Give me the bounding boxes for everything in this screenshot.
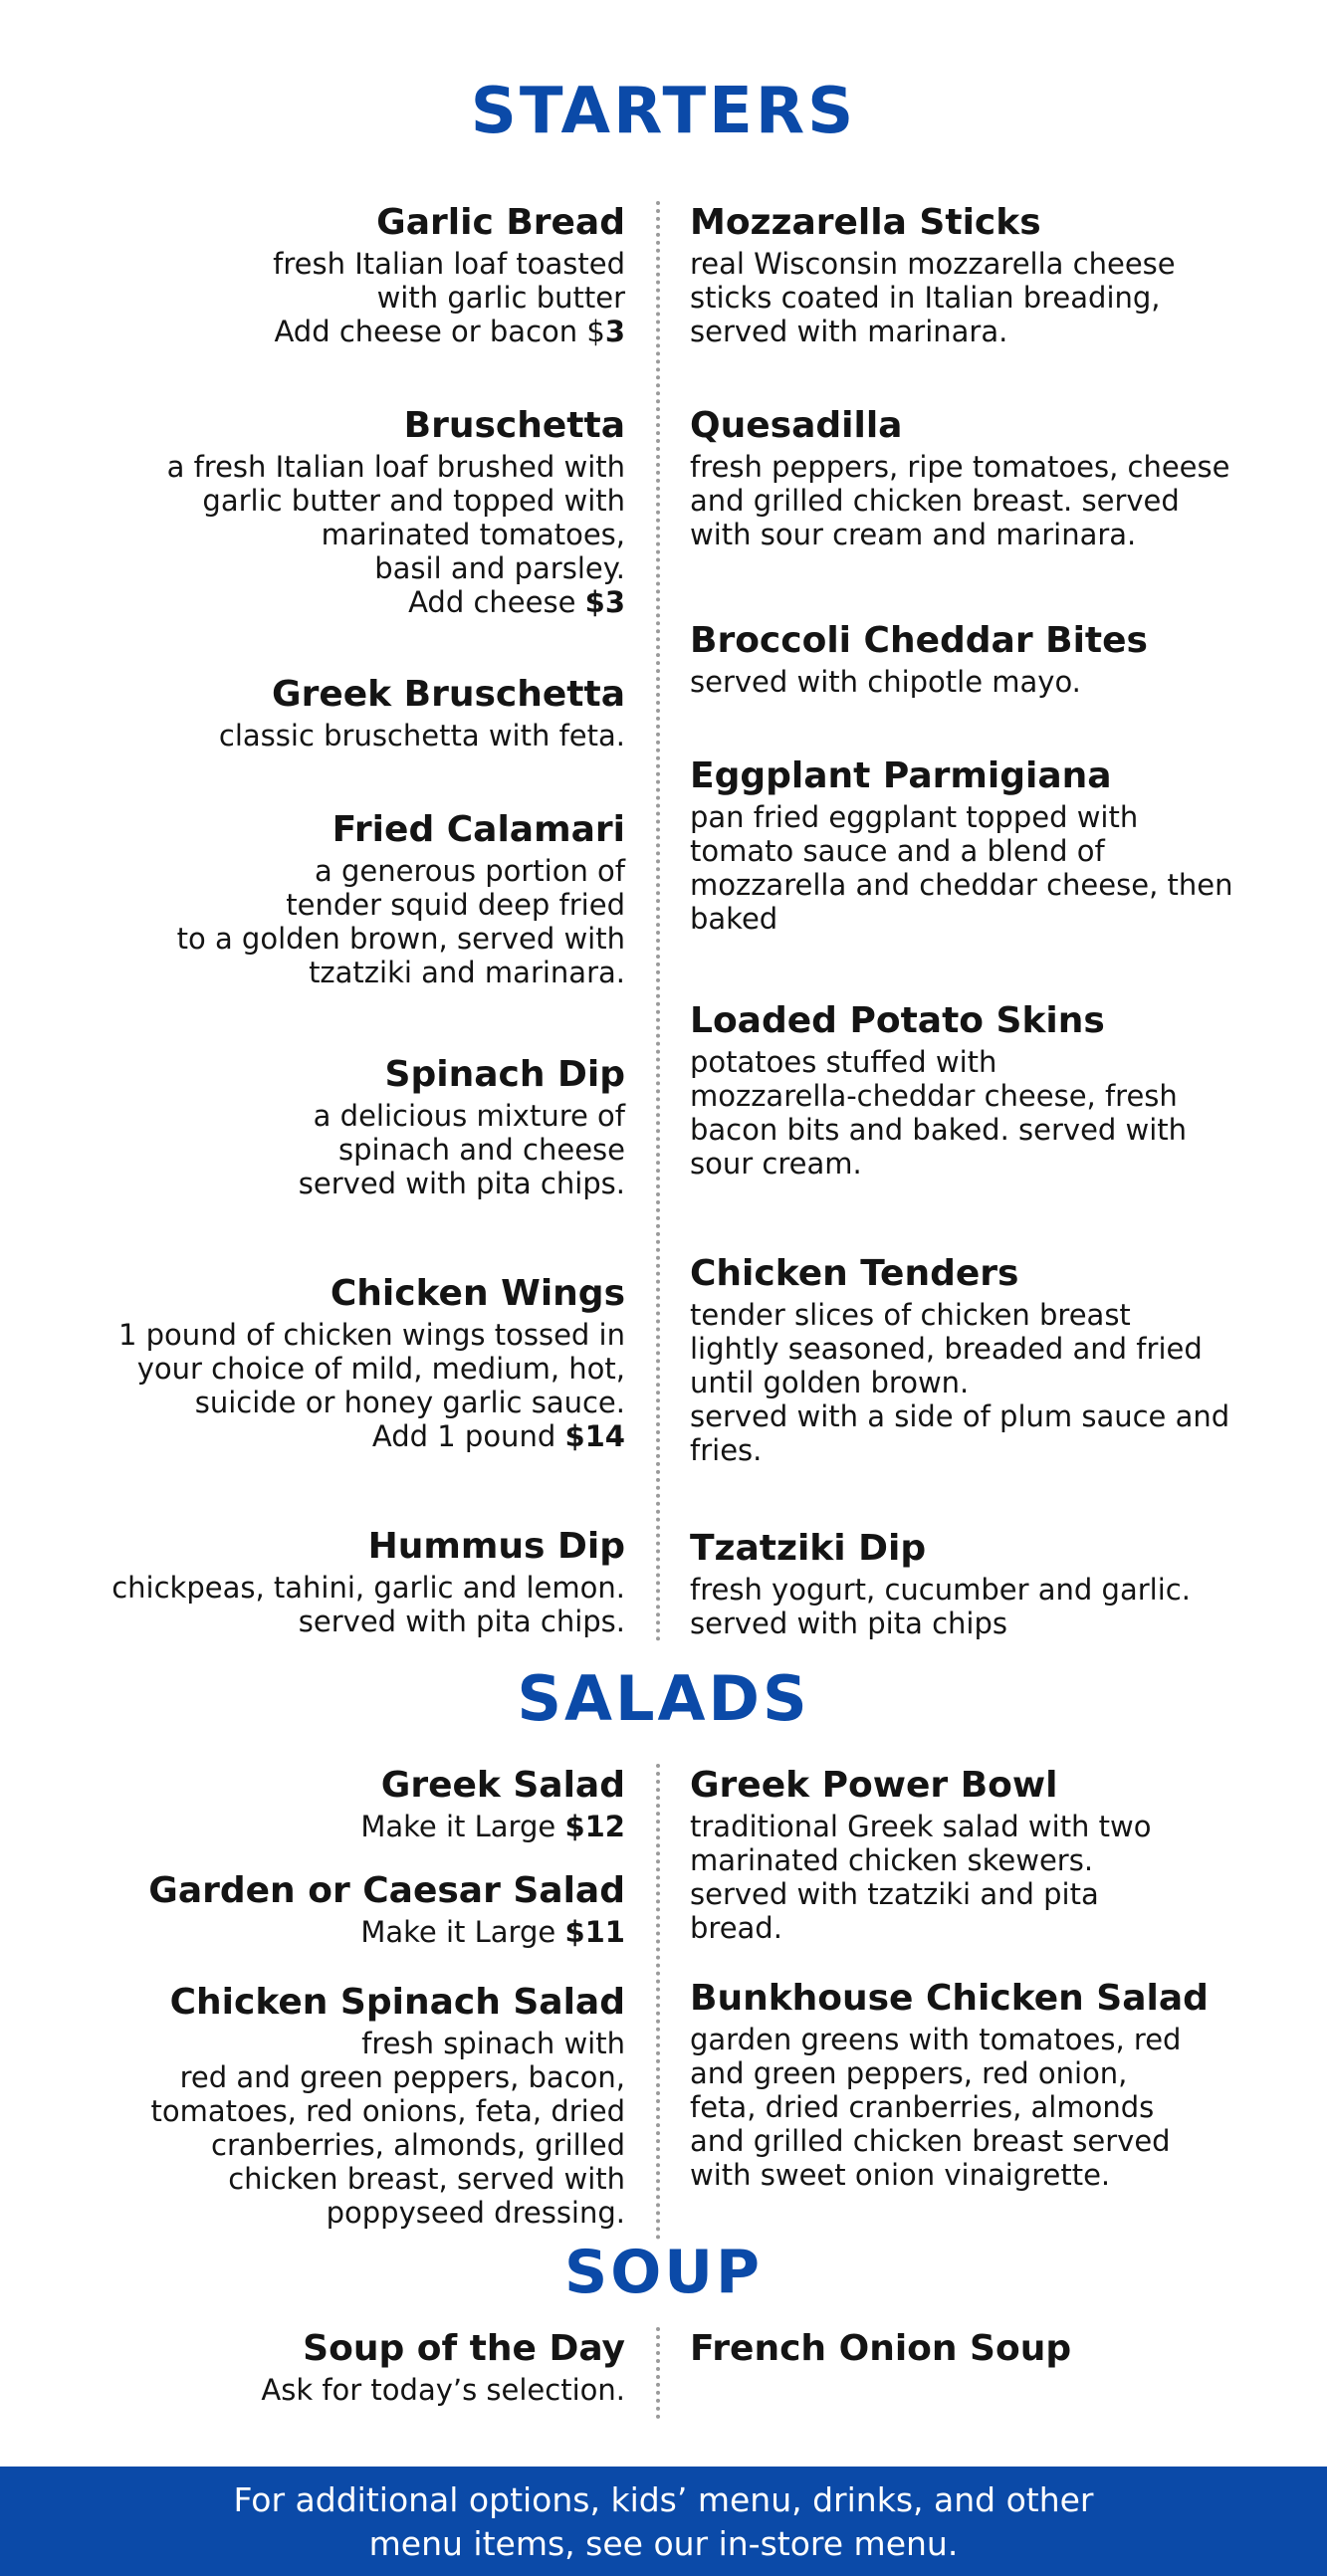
menu-item: [8, 2327, 625, 2407]
menu-item-description: red and green peppers, bacon,: [179, 2060, 625, 2094]
menu-item-description: with sour cream and marinara.: [690, 518, 1137, 551]
menu-item-addon-text: Make it Large: [360, 1915, 556, 1949]
footer-banner: [0, 2467, 1327, 2576]
menu-item-description: served with pita chips: [690, 1607, 1007, 1640]
column-divider-soup: [656, 2327, 660, 2419]
menu-item-addon-text: Add 1 pound: [371, 1419, 556, 1453]
menu-item-description: a generous portion of: [315, 854, 625, 888]
menu-item-addon: [8, 585, 625, 619]
column-divider-starters: [656, 201, 660, 1642]
menu-item: [690, 1977, 1307, 2192]
menu-item-description: garden greens with tomatoes, red: [690, 2023, 1182, 2056]
menu-item-description: traditional Greek salad with two: [690, 1810, 1152, 1843]
menu-item-name: Loaded Potato Skins: [690, 1000, 1105, 1041]
menu-item-description: served with pita chips.: [298, 1605, 625, 1638]
menu-item-description: tomatoes, red onions, feta, dried: [150, 2094, 625, 2128]
menu-item: [690, 619, 1307, 699]
menu-item-description: baked: [690, 902, 778, 936]
menu-item-description: feta, dried cranberries, almonds: [690, 2090, 1155, 2124]
menu-item: [8, 1272, 625, 1453]
menu-item-name: Greek Salad: [380, 1765, 625, 1806]
section-title-starters: STARTERS: [470, 75, 857, 148]
menu-item-description: tender slices of chicken breast: [690, 1298, 1131, 1332]
menu-item: [690, 754, 1307, 936]
menu-item-description: poppyseed dressing.: [326, 2196, 625, 2230]
menu-item-description: until golden brown.: [690, 1366, 970, 1399]
menu-item-description: a fresh Italian loaf brushed with: [166, 450, 625, 484]
menu-item-description: and grilled chicken breast. served: [690, 484, 1180, 518]
menu-item-description: sticks coated in Italian breading,: [690, 281, 1161, 315]
menu-item-addon: [8, 1419, 625, 1453]
menu-item-description: garlic butter and topped with: [202, 484, 625, 518]
menu-item-description: served with a side of plum sauce and: [690, 1399, 1230, 1433]
menu-item-description: basil and parsley.: [374, 551, 625, 585]
menu-item-description: classic bruschetta with feta.: [218, 719, 625, 752]
menu-item: [690, 201, 1307, 348]
menu-item-description: a delicious mixture of: [313, 1099, 625, 1133]
menu-item-name: French Onion Soup: [690, 2328, 1072, 2369]
menu-item: [8, 673, 625, 752]
footer-line-2: menu items, see our in-store menu.: [368, 2524, 959, 2563]
menu-item-name: Garlic Bread: [376, 202, 625, 243]
menu-item-description: fresh yogurt, cucumber and garlic.: [690, 1573, 1191, 1607]
menu-item-price: $3: [584, 585, 625, 619]
menu-item-description: served with chipotle mayo.: [690, 665, 1081, 699]
menu-item-name: Soup of the Day: [303, 2328, 625, 2369]
menu-item: [8, 1869, 625, 1949]
menu-item-description: cranberries, almonds, grilled: [211, 2128, 625, 2162]
menu-item-name: Hummus Dip: [367, 1526, 625, 1567]
menu-item: [8, 201, 625, 348]
menu-item: [8, 1981, 625, 2230]
menu-item-name: Tzatziki Dip: [690, 1528, 927, 1569]
menu-item-description: tzatziki and marinara.: [309, 956, 625, 989]
column-divider-salads: [656, 1764, 660, 2240]
menu-item-description: tomato sauce and a blend of: [690, 834, 1105, 868]
menu-item-name: Bunkhouse Chicken Salad: [690, 1978, 1209, 2019]
menu-item-price: $14: [564, 1419, 625, 1453]
menu-item-description: sour cream.: [690, 1147, 862, 1181]
menu-item-description: pan fried eggplant topped with: [690, 800, 1139, 834]
section-title-soup: SOUP: [564, 2238, 763, 2307]
menu-item-description: bread.: [690, 1911, 782, 1945]
menu-item-description: potatoes stuffed with: [690, 1045, 997, 1079]
menu-item-description: chicken breast, served with: [228, 2162, 625, 2196]
menu-item-description: 1 pound of chicken wings tossed in: [117, 1318, 625, 1352]
menu-item-description: with garlic butter: [376, 281, 625, 315]
menu-item-addon-text: Add cheese or bacon $: [274, 315, 605, 348]
menu-item: [690, 999, 1307, 1181]
menu-item-description: and grilled chicken breast served: [690, 2124, 1171, 2158]
menu-item-name: Chicken Tenders: [690, 1253, 1019, 1294]
menu-item-description: to a golden brown, served with: [176, 922, 625, 956]
menu-item-description: mozzarella and cheddar cheese, then: [690, 868, 1233, 902]
menu-item-description: Ask for today’s selection.: [261, 2373, 625, 2407]
menu-item: [8, 1053, 625, 1200]
menu-item-description: and green peppers, red onion,: [690, 2056, 1128, 2090]
menu-item-description: chickpeas, tahini, garlic and lemon.: [111, 1571, 625, 1605]
menu-item: [8, 1525, 625, 1638]
menu-item-price: 3: [604, 315, 625, 348]
menu-item-description: spinach and cheese: [337, 1133, 625, 1167]
menu-item: [690, 1252, 1307, 1467]
menu-item-name: Garden or Caesar Salad: [148, 1870, 625, 1911]
menu-item-price: $11: [564, 1915, 625, 1949]
menu-item-description: marinated tomatoes,: [321, 518, 625, 551]
menu-item: [8, 1764, 625, 1843]
menu-item: [690, 1527, 1307, 1640]
menu-item-name: Chicken Spinach Salad: [169, 1982, 625, 2023]
menu-item-description: served with tzatziki and pita: [690, 1877, 1099, 1911]
menu-item-name: Bruschetta: [403, 405, 625, 446]
menu-item-description: fries.: [690, 1433, 763, 1467]
menu-item: [690, 404, 1307, 551]
menu-item-addon: [8, 1915, 625, 1949]
menu-item-description: with sweet onion vinaigrette.: [690, 2158, 1111, 2192]
menu-item: [690, 2327, 1307, 2373]
menu-item-name: Eggplant Parmigiana: [690, 755, 1112, 796]
menu-item-description: fresh peppers, ripe tomatoes, cheese: [690, 450, 1230, 484]
menu-item-description: lightly seasoned, breaded and fried: [690, 1332, 1203, 1366]
menu-item: [8, 404, 625, 619]
menu-item-description: bacon bits and baked. served with: [690, 1113, 1188, 1147]
menu-item: [8, 808, 625, 989]
menu-item-addon-text: Make it Large: [360, 1810, 556, 1843]
menu-item-name: Chicken Wings: [330, 1273, 625, 1314]
menu-item-description: served with marinara.: [690, 315, 1008, 348]
menu-item-description: fresh spinach with: [361, 2027, 625, 2060]
menu-item-name: Spinach Dip: [384, 1054, 625, 1095]
menu-item: [690, 1764, 1307, 1945]
menu-item-name: Broccoli Cheddar Bites: [690, 620, 1148, 661]
menu-item-addon: [8, 1810, 625, 1843]
menu-item-name: Greek Bruschetta: [272, 674, 625, 715]
menu-item-description: your choice of mild, medium, hot,: [136, 1352, 625, 1386]
menu-item-name: Greek Power Bowl: [690, 1765, 1058, 1806]
menu-item-name: Mozzarella Sticks: [690, 202, 1041, 243]
menu-item-description: fresh Italian loaf toasted: [273, 247, 625, 281]
menu-item-description: suicide or honey garlic sauce.: [194, 1386, 625, 1419]
menu-item-addon: [8, 315, 625, 348]
menu-item-addon-text: Add cheese: [408, 585, 576, 619]
menu-item-price: $12: [564, 1810, 625, 1843]
menu-item-description: tender squid deep fried: [286, 888, 625, 922]
menu-item-description: marinated chicken skewers.: [690, 1843, 1094, 1877]
footer-line-1: For additional options, kids’ menu, drinks, and other: [233, 2480, 1094, 2519]
menu-item-description: served with pita chips.: [298, 1167, 625, 1200]
section-title-salads: SALADS: [517, 1662, 810, 1735]
menu-item-description: mozzarella-cheddar cheese, fresh: [690, 1079, 1178, 1113]
menu-item-name: Quesadilla: [690, 405, 903, 446]
menu-item-name: Fried Calamari: [332, 809, 625, 850]
menu-item-description: real Wisconsin mozzarella cheese: [690, 247, 1176, 281]
